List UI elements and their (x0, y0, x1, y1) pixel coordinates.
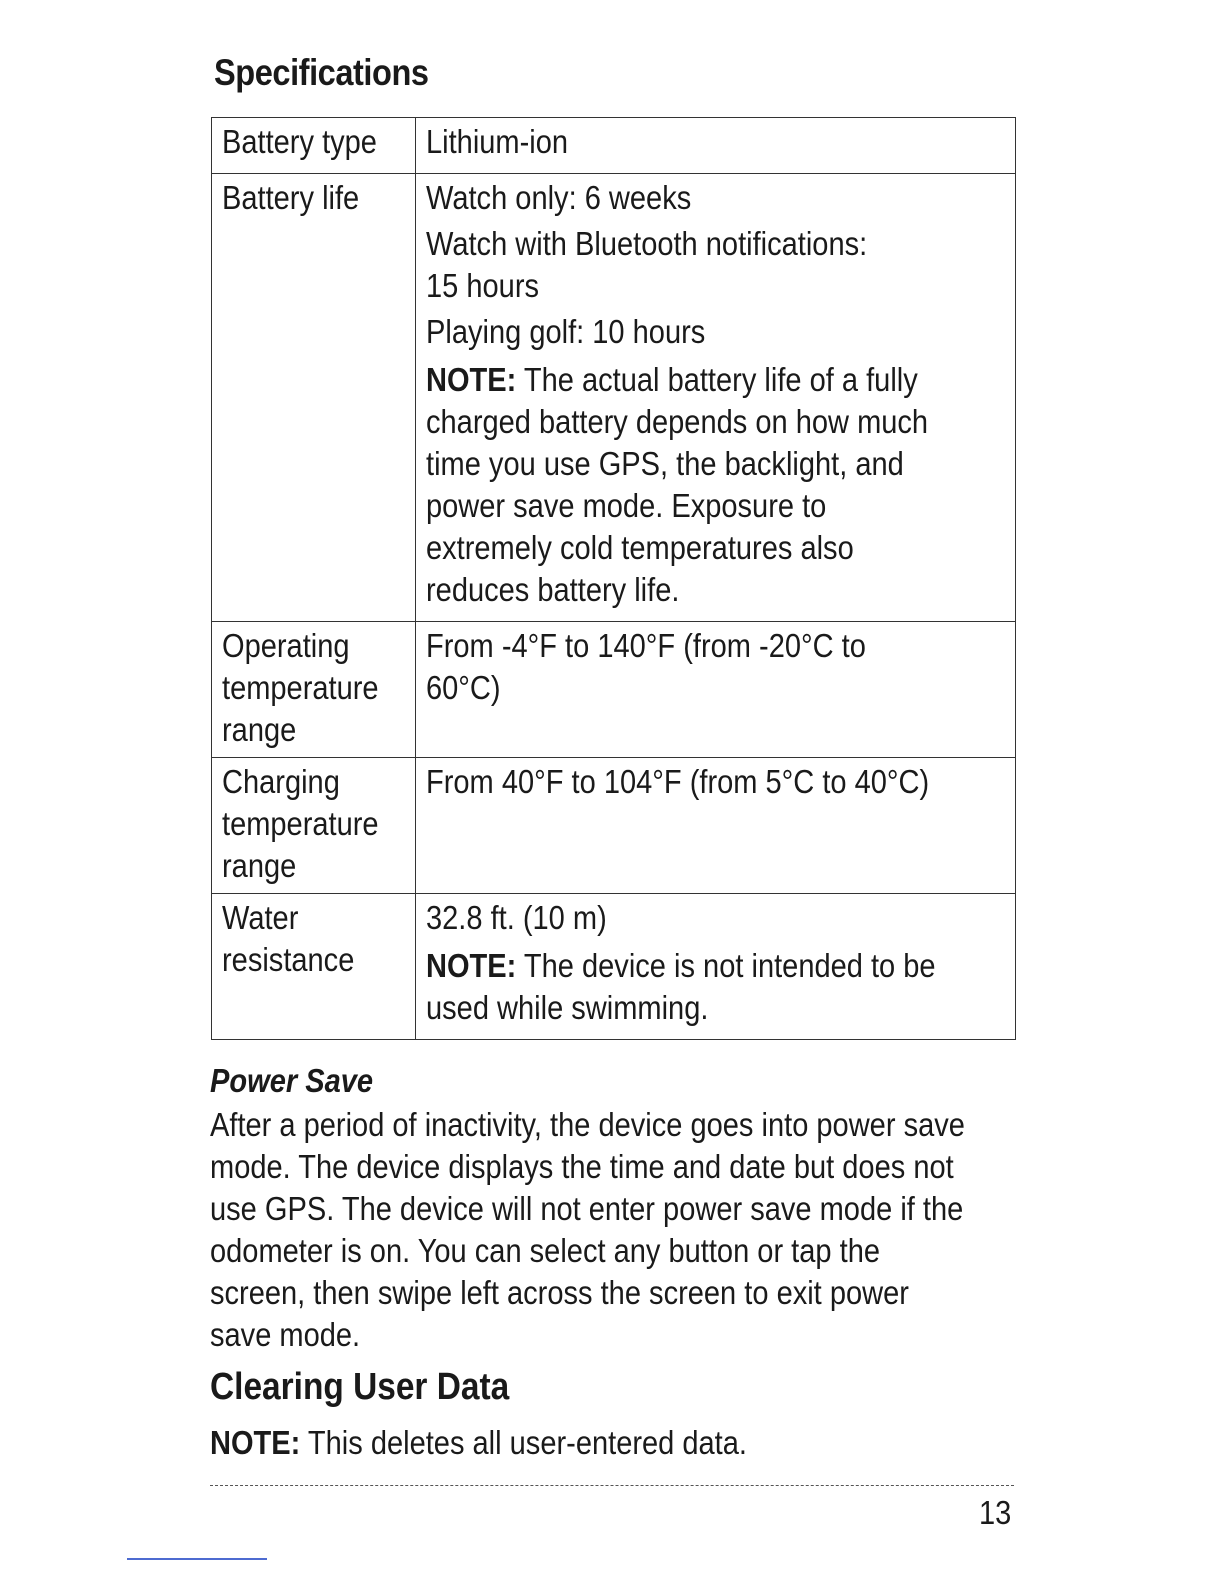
spec-value-line: Lithium-ion (425, 123, 568, 160)
spec-label-cell (212, 758, 416, 894)
note-label: NOTE: (425, 361, 517, 398)
power-save-line: mode. The device displays the time and date but does not (210, 1148, 954, 1185)
spec-label-cell (212, 174, 416, 622)
spec-value-paragraph (426, 121, 1005, 163)
spec-note (426, 359, 1005, 611)
spec-value-line: From 40°F to 104°F (from 5°C to 40°C) (425, 763, 930, 800)
spec-value-cell (415, 622, 1015, 758)
spec-note (426, 945, 1005, 1029)
power-save-line: After a period of inactivity, the device goes into power save (210, 1106, 965, 1143)
spec-value-line: The device is not intended to be (516, 947, 936, 984)
spec-value-paragraph (426, 311, 1005, 353)
specifications-table-body (212, 118, 1016, 1040)
power-save-line: screen, then swipe left across the screen to exit power (210, 1274, 909, 1311)
note-label: NOTE: (425, 947, 517, 984)
power-save-line: save mode. (210, 1316, 361, 1353)
power-save-body (210, 1104, 1068, 1356)
spec-value-cell (415, 118, 1015, 174)
clearing-user-data-title: Clearing User Data (210, 1366, 510, 1408)
spec-label-line: temperature (222, 805, 379, 842)
spec-value-line: time you use GPS, the backlight, and (425, 445, 904, 482)
spec-label-cell (212, 894, 416, 1040)
spec-value-line: Watch only: 6 weeks (425, 179, 692, 216)
spec-row (212, 758, 1016, 894)
spec-label-cell (212, 622, 416, 758)
spec-label-line: Battery type (222, 123, 377, 160)
spec-label-line: range (222, 711, 297, 748)
spec-value-cell (415, 174, 1015, 622)
spec-value-paragraph (426, 897, 1005, 939)
spec-value-line: 32.8 ft. (10 m) (425, 899, 607, 936)
power-save-line: use GPS. The device will not enter power save mode if the (210, 1190, 964, 1227)
spec-value-line: From -4°F to 140°F (from -20°C to (425, 627, 866, 664)
footer-divider (210, 1485, 1014, 1486)
specifications-table (211, 117, 1016, 1040)
spec-value-line: 60°C) (425, 669, 501, 706)
spec-value-paragraph (426, 223, 1005, 307)
spec-value-cell (415, 894, 1015, 1040)
spec-label-line: range (222, 847, 297, 884)
scan-edge-mark (127, 1558, 267, 1560)
spec-value-line: Watch with Bluetooth notifications: (425, 225, 868, 262)
spec-value-line: Playing golf: 10 hours (425, 313, 706, 350)
clearing-note (210, 1424, 747, 1462)
spec-row (212, 622, 1016, 758)
spec-value-paragraph (426, 177, 1005, 219)
spec-value-line: The actual battery life of a fully (516, 361, 918, 398)
spec-label-line: temperature (222, 669, 379, 706)
spec-label-line: Water (222, 899, 299, 936)
spec-label-line: Charging (222, 763, 340, 800)
spec-value-line: power save mode. Exposure to (425, 487, 827, 524)
spec-row (212, 174, 1016, 622)
page-number: 13 (979, 1494, 1012, 1531)
spec-row (212, 118, 1016, 174)
spec-value-line: reduces battery life. (425, 571, 680, 608)
spec-value-paragraph (426, 625, 1005, 709)
spec-label-line: Battery life (222, 179, 360, 216)
spec-row (212, 894, 1016, 1040)
spec-value-line: used while swimming. (425, 989, 709, 1026)
spec-label-line: Operating (222, 627, 350, 664)
spec-value-line: 15 hours (425, 267, 539, 304)
spec-label-line: resistance (222, 941, 355, 978)
spec-value-cell (415, 758, 1015, 894)
page-heading: Specifications (214, 52, 429, 93)
note-text: This deletes all user-entered data. (300, 1424, 747, 1461)
spec-value-paragraph (426, 761, 1005, 803)
spec-value-line: charged battery depends on how much (425, 403, 929, 440)
spec-value-line: extremely cold temperatures also (425, 529, 854, 566)
power-save-line: odometer is on. You can select any button or tap the (210, 1232, 880, 1269)
spec-label-cell (212, 118, 416, 174)
power-save-title: Power Save (210, 1062, 374, 1099)
note-label: NOTE: (210, 1424, 301, 1461)
